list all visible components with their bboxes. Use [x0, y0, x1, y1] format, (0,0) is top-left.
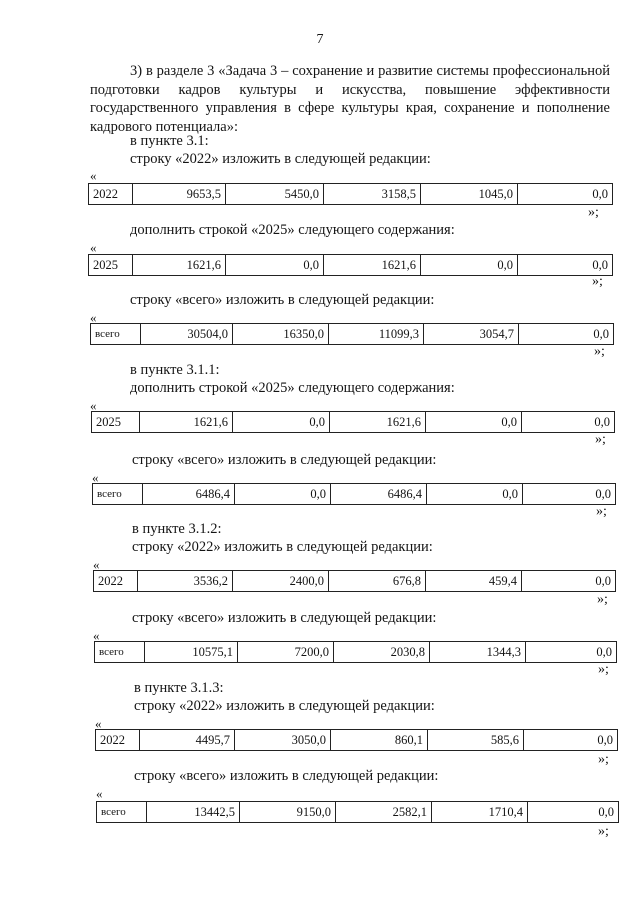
- budget-table-row: [88, 254, 613, 276]
- cell-value: 5450,0: [226, 184, 324, 205]
- cell-value: 1621,6: [133, 255, 226, 276]
- cell-value: 0,0: [528, 802, 619, 823]
- row-label: всего: [97, 802, 147, 823]
- cell-value: 1344,3: [430, 642, 526, 663]
- cell-value: 676,8: [329, 571, 426, 592]
- budget-table-row: [90, 323, 614, 345]
- cell-value: 860,1: [331, 730, 428, 751]
- budget-table-row: [93, 570, 616, 592]
- intro-paragraph: [90, 62, 610, 136]
- cell-value: 3050,0: [235, 730, 331, 751]
- page-number: 7: [316, 32, 324, 47]
- intro-text: 3) в разделе 3 «Задача 3 – сохранение и развитие системы профессиональной подготовки кадров культуры и искусства, повышение эффективности государственного управления в сфере культуры края, сохранение и пополнение кадрового потенциала»:: [90, 63, 610, 135]
- cell-value: 3158,5: [324, 184, 421, 205]
- cell-value: 0,0: [427, 484, 523, 505]
- cell-value: 1710,4: [432, 802, 528, 823]
- open-quote: «: [93, 557, 100, 572]
- budget-table-row: [94, 641, 617, 663]
- cell-value: 585,6: [428, 730, 524, 751]
- open-quote: «: [90, 240, 97, 255]
- cell-value: 0,0: [522, 412, 615, 433]
- cell-value: 0,0: [518, 184, 613, 205]
- cell-value: 13442,5: [147, 802, 240, 823]
- row-label: 2025: [89, 255, 133, 276]
- row-label: всего: [93, 484, 143, 505]
- cell-value: 1621,6: [140, 412, 233, 433]
- cell-value: 0,0: [524, 730, 618, 751]
- cell-value: 2030,8: [334, 642, 430, 663]
- close-quote: »;: [597, 592, 608, 607]
- open-quote: «: [96, 786, 103, 801]
- instruction-line: строку «2022» изложить в следующей редакции:: [132, 539, 433, 555]
- close-quote: »;: [598, 824, 609, 839]
- cell-value: 10575,1: [145, 642, 238, 663]
- instruction-line: строку «всего» изложить в следующей редакции:: [132, 610, 437, 626]
- point-3-1-label: в пункте 3.1:: [130, 133, 209, 149]
- instruction-line: дополнить строкой «2025» следующего содержания:: [130, 222, 455, 238]
- cell-value: 16350,0: [233, 324, 329, 345]
- instruction-line: строку «2022» изложить в следующей редакции:: [134, 698, 435, 714]
- close-quote: »;: [596, 504, 607, 519]
- point-3-1-3-label: в пункте 3.1.3:: [134, 680, 224, 696]
- cell-value: 9150,0: [240, 802, 336, 823]
- cell-value: 1045,0: [421, 184, 518, 205]
- cell-value: 6486,4: [143, 484, 235, 505]
- budget-table-row: [88, 183, 613, 205]
- cell-value: 30504,0: [141, 324, 233, 345]
- instruction-line: строку «всего» изложить в следующей редакции:: [130, 292, 435, 308]
- open-quote: «: [90, 310, 97, 325]
- cell-value: 0,0: [426, 412, 522, 433]
- cell-value: 7200,0: [238, 642, 334, 663]
- cell-value: 4495,7: [140, 730, 235, 751]
- close-quote: »;: [592, 274, 603, 289]
- budget-table-row: [96, 801, 619, 823]
- cell-value: 3536,2: [138, 571, 233, 592]
- cell-value: 0,0: [522, 571, 616, 592]
- cell-value: 2400,0: [233, 571, 329, 592]
- budget-table-row: [92, 483, 616, 505]
- cell-value: 0,0: [523, 484, 616, 505]
- cell-value: 0,0: [526, 642, 617, 663]
- budget-table-row: [95, 729, 618, 751]
- open-quote: «: [93, 628, 100, 643]
- cell-value: 6486,4: [331, 484, 427, 505]
- row-label: 2022: [94, 571, 138, 592]
- open-quote: «: [95, 716, 102, 731]
- point-3-1-1-label: в пункте 3.1.1:: [130, 362, 220, 378]
- close-quote: »;: [598, 752, 609, 767]
- instruction-line: дополнить строкой «2025» следующего содержания:: [130, 380, 455, 396]
- row-label: всего: [91, 324, 141, 345]
- cell-value: 459,4: [426, 571, 522, 592]
- row-label: 2025: [92, 412, 140, 433]
- instruction-line: строку «всего» изложить в следующей редакции:: [134, 768, 439, 784]
- close-quote: »;: [594, 344, 605, 359]
- open-quote: «: [92, 470, 99, 485]
- cell-value: 0,0: [421, 255, 518, 276]
- instruction-line: строку «всего» изложить в следующей редакции:: [132, 452, 437, 468]
- row-label: 2022: [89, 184, 133, 205]
- cell-value: 2582,1: [336, 802, 432, 823]
- cell-value: 1621,6: [330, 412, 426, 433]
- cell-value: 0,0: [235, 484, 331, 505]
- close-quote: »;: [588, 205, 599, 220]
- cell-value: 11099,3: [329, 324, 424, 345]
- cell-value: 0,0: [519, 324, 614, 345]
- open-quote: «: [90, 168, 97, 183]
- cell-value: 0,0: [233, 412, 330, 433]
- cell-value: 9653,5: [133, 184, 226, 205]
- close-quote: »;: [598, 662, 609, 677]
- row-label: всего: [95, 642, 145, 663]
- cell-value: 0,0: [226, 255, 324, 276]
- cell-value: 0,0: [518, 255, 613, 276]
- row-label: 2022: [96, 730, 140, 751]
- instruction-line: строку «2022» изложить в следующей редакции:: [130, 151, 431, 167]
- close-quote: »;: [595, 432, 606, 447]
- point-3-1-2-label: в пункте 3.1.2:: [132, 521, 222, 537]
- open-quote: «: [90, 398, 97, 413]
- cell-value: 1621,6: [324, 255, 421, 276]
- cell-value: 3054,7: [424, 324, 519, 345]
- budget-table-row: [91, 411, 615, 433]
